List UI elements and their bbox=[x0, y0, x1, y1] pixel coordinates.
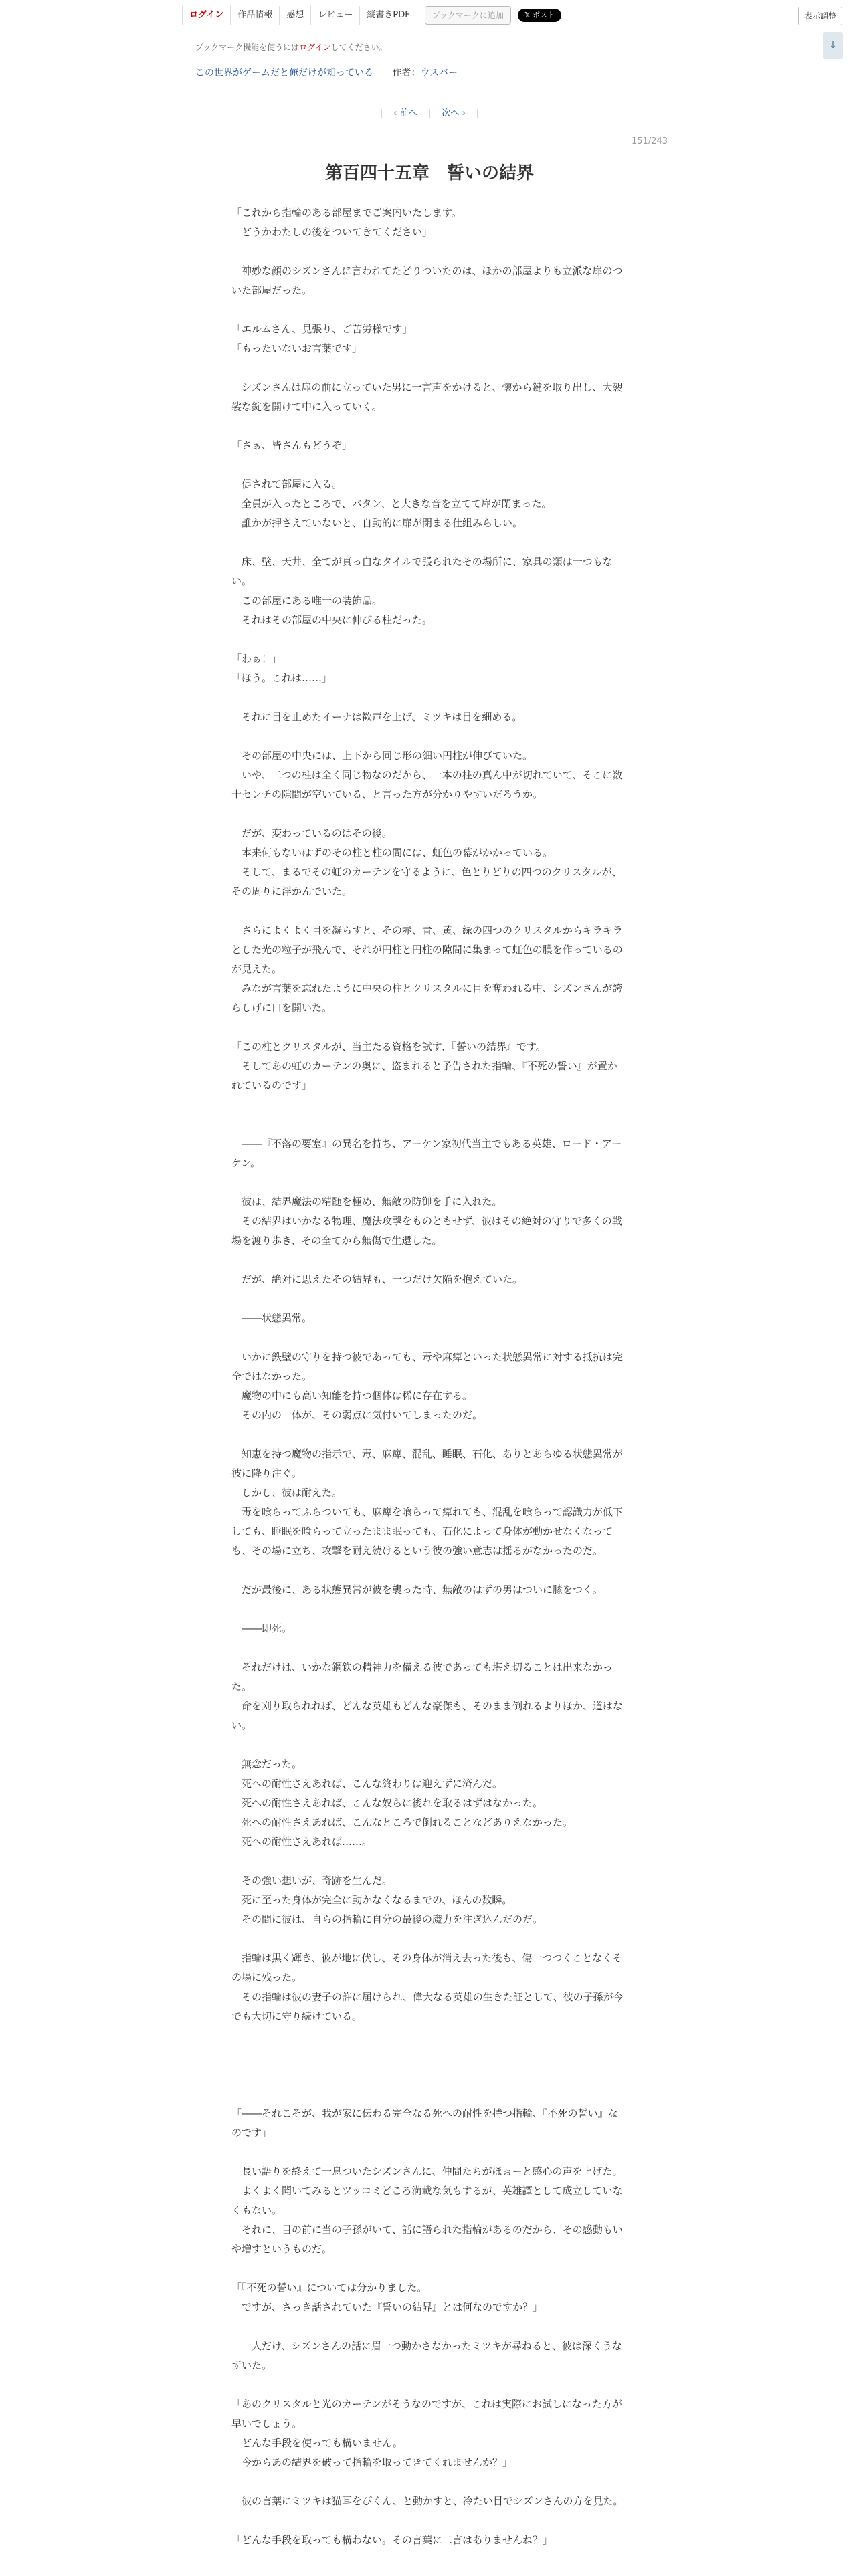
body-line bbox=[231, 1251, 626, 1270]
body-line bbox=[231, 242, 626, 261]
body-line bbox=[231, 1425, 626, 1444]
body-line: どんな手段を使っても構いません。 bbox=[231, 2437, 403, 2449]
top-navigation-bar bbox=[0, 0, 859, 31]
author-link[interactable]: ウスバー bbox=[420, 68, 458, 78]
bookmark-login-notice bbox=[195, 41, 387, 53]
body-line: 全員が入ったところで、バタン、と大きな音を立てて扉が閉まった。 bbox=[231, 498, 552, 510]
body-line: それに目を止めたイーナは歓声を上げ、ミツキは目を細める。 bbox=[231, 711, 522, 723]
body-line bbox=[231, 2259, 626, 2278]
body-line: 「あのクリスタルと光のカーテンがそうなのですが、これは実際にお試しになった方が早いでしょう。 bbox=[231, 2398, 622, 2430]
next-chapter-link[interactable]: 次へ › bbox=[442, 108, 466, 118]
body-line: 床、壁、天井、全てが真っ白なタイルで張られたその場所に、家具の類は一つもない。 bbox=[231, 556, 613, 587]
notice-text-before: ブックマーク機能を使うには bbox=[195, 43, 300, 52]
body-line bbox=[231, 1638, 626, 1658]
body-line bbox=[231, 901, 626, 921]
body-line: 「これから指輪のある部屋までご案内いたします。 bbox=[231, 207, 462, 219]
main-nav bbox=[182, 6, 561, 25]
body-line bbox=[231, 1600, 626, 1619]
body-line bbox=[231, 2046, 626, 2065]
body-line: 「ほう。これは……」 bbox=[231, 672, 332, 684]
body-line: だが最後に、ある状態異常が彼を襲った時、無敵のはずの男はついに膝をつく。 bbox=[231, 1584, 603, 1596]
body-line: その部屋の中央には、上下から同じ形の細い円柱が伸びていた。 bbox=[231, 750, 533, 762]
body-line: 「どんな手段を取っても構わない。その言葉に二言はありませんね？」 bbox=[231, 2534, 553, 2546]
chapter-body bbox=[231, 203, 626, 2550]
body-line: 無念だった。 bbox=[231, 1758, 302, 1770]
body-line bbox=[231, 1115, 626, 1134]
x-logo-icon: 𝕏 bbox=[524, 11, 533, 19]
body-line: 死への耐性さえあれば……。 bbox=[231, 1836, 373, 1848]
body-line bbox=[231, 2084, 626, 2104]
body-line: 神妙な顔のシズンさんに言われてたどりついたのは、ほかの部屋よりも立派な扉のついた部屋だった。 bbox=[231, 265, 623, 296]
body-line: ――『不落の要塞』の異名を持ち、アーケン家初代当主でもある英雄、ロード・アーケン。 bbox=[231, 1138, 622, 1169]
body-line bbox=[231, 630, 626, 649]
notice-text-after: してください。 bbox=[330, 43, 387, 52]
body-line: ですが、さっき話されていた『誓いの結界』とは何なのですか？」 bbox=[231, 2301, 543, 2313]
body-line bbox=[231, 688, 626, 708]
body-line bbox=[231, 1173, 626, 1192]
vertical-pdf-link[interactable]: 縦書きPDF bbox=[359, 6, 416, 25]
body-line: 「もったいないお言葉です」 bbox=[231, 342, 363, 354]
body-line: だが、変わっているのはその後。 bbox=[231, 827, 392, 839]
body-line bbox=[231, 358, 626, 378]
body-line: 指輪は黒く輝き、彼が地に伏し、その身体が消え去った後も、傷一つつくことなくその場に残った。 bbox=[231, 1952, 623, 1983]
body-line: しかし、彼は耐えた。 bbox=[231, 1487, 343, 1499]
body-line bbox=[231, 727, 626, 746]
body-line: 「この柱とクリスタルが、当主たる資格を試す、『誓いの結界』です。 bbox=[231, 1041, 546, 1053]
body-line bbox=[231, 1735, 626, 1755]
body-line: 「エルムさん、見張り、ご苦労様です」 bbox=[231, 323, 413, 335]
body-line: そしてあの虹のカーテンの奥に、盗まれると予告された指輪、『不死の誓い』が置かれているのです」 bbox=[231, 1060, 617, 1091]
body-line: 知恵を持つ魔物の指示で、毒、麻痺、混乱、睡眠、石化、ありとあらゆる状態異常が彼に降り注ぐ。 bbox=[231, 1448, 623, 1479]
chapter-count: 151/243 bbox=[632, 136, 668, 146]
add-bookmark-button[interactable]: ブックマークに追加 bbox=[425, 6, 511, 25]
body-line bbox=[231, 1095, 626, 1115]
body-line: 死への耐性さえあれば、こんな終わりは迎えずに済んだ。 bbox=[231, 1778, 503, 1790]
body-line: 今からあの結界を破って指輪を取ってきてくれませんか？」 bbox=[231, 2456, 513, 2468]
body-line bbox=[231, 300, 626, 320]
body-line: だが、絶対に思えたその結界も、一つだけ欠陥を抱えていた。 bbox=[231, 1273, 523, 1285]
feeling-link[interactable]: 感想 bbox=[279, 6, 310, 25]
body-line: この部屋にある唯一の装飾品。 bbox=[231, 595, 383, 607]
body-line: 「わぁ！」 bbox=[231, 653, 282, 665]
body-line: 死に至った身体が完全に動かなくなるまでの、ほんの数瞬。 bbox=[231, 1894, 512, 1906]
body-line bbox=[231, 2317, 626, 2337]
body-line: 彼の言葉にミツキは猫耳をぴくん、と動かすと、冷たい目でシズンさんの方を見た。 bbox=[231, 2495, 624, 2507]
body-line: 促されて部屋に入る。 bbox=[231, 478, 343, 490]
body-line: その指輪は彼の妻子の許に届けられ、偉大なる英雄の生きた証として、彼の子孫が今でも大切に守り続けている。 bbox=[231, 1991, 624, 2022]
body-line: シズンさんは扉の前に立っていた男に一言声をかけると、懐から鍵を取り出し、大袈裟な錠を開けて中に入っていく。 bbox=[231, 381, 623, 413]
body-line: ――状態異常。 bbox=[231, 1312, 312, 1324]
body-line: その内の一体が、その弱点に気付いてしまったのだ。 bbox=[231, 1409, 483, 1421]
body-line: 毒を喰らってふらついても、麻痺を喰らって痺れても、混乱を喰らって認識力が低下しても、睡眠を喰らって立ったまま眠っても、石化によって身体が動かせなくなっても、その場に立ち、攻撃を耐え続けるという彼の強い意志は揺るがなかったのだ。 bbox=[231, 1506, 623, 1557]
notice-login-link[interactable]: ログイン bbox=[299, 43, 331, 52]
body-line: どうかわたしの後をついてきてください」 bbox=[231, 226, 433, 238]
body-line bbox=[231, 1561, 626, 1580]
body-line bbox=[231, 533, 626, 552]
review-link[interactable]: レビュー bbox=[310, 6, 359, 25]
x-post-button[interactable] bbox=[518, 9, 561, 22]
scroll-down-icon[interactable]: ↓ bbox=[823, 32, 843, 59]
body-line: 本来何もないはずのその柱と柱の間には、虹色の幕がかかっている。 bbox=[231, 847, 553, 859]
body-line bbox=[231, 2026, 626, 2046]
body-line: よくよく聞いてみるとツッコミどころ満載な気もするが、英雄譚として成立していなくもない。 bbox=[231, 2185, 623, 2216]
body-line: 長い語りを終えて一息ついたシズンさんに、仲間たちがほぉーと感心の声を上げた。 bbox=[231, 2165, 623, 2177]
body-line: 命を刈り取られれば、どんな英雄もどんな豪傑も、そのまま倒れるよりほか、道はない。 bbox=[231, 1700, 624, 1731]
body-line bbox=[231, 2143, 626, 2162]
body-line: その結界はいかなる物理、魔法攻撃をものともせず、彼はその絶対の守りで多くの戦場を渡り歩き、その全てから無傷で生還した。 bbox=[231, 1215, 622, 1247]
body-line bbox=[231, 1018, 626, 1037]
body-line bbox=[231, 1289, 626, 1309]
body-line: 「――それこそが、我が家に伝わる完全なる死への耐性を持つ指輪、『不死の誓い』なのです」 bbox=[231, 2107, 618, 2139]
x-post-label: ポスト bbox=[533, 11, 555, 19]
body-line bbox=[231, 2065, 626, 2084]
work-info-link[interactable]: 作品情報 bbox=[230, 6, 279, 25]
body-line bbox=[231, 2472, 626, 2492]
chapter-title: 第百四十五章 誓いの結界 bbox=[324, 163, 534, 183]
body-line bbox=[231, 2375, 626, 2395]
body-line: 死への耐性さえあれば、こんなところで倒れることなどありえなかった。 bbox=[231, 1816, 573, 1828]
body-line: それに、目の前に当の子孫がいて、話に語られた指輪があるのだから、その感動もいや増すというものだ。 bbox=[231, 2224, 623, 2255]
body-line: ――即死。 bbox=[231, 1622, 292, 1634]
body-line: いや、二つの柱は全く同じ物なのだから、一本の柱の真ん中が切れていて、そこに数十センチの隙間が空いている、と言った方が分かりやすいだろうか。 bbox=[231, 769, 623, 800]
body-line bbox=[231, 2511, 626, 2531]
body-line: 誰かが押さえていないと、自動的に扉が閉まる仕組みらしい。 bbox=[231, 517, 523, 529]
body-line bbox=[231, 804, 626, 824]
pager-divider-mid: | bbox=[427, 108, 432, 118]
series-info bbox=[195, 66, 458, 79]
body-line bbox=[231, 1929, 626, 1949]
prev-chapter-link[interactable]: ‹ 前へ bbox=[393, 108, 417, 118]
body-line: その間に彼は、自らの指輪に自分の最後の魔力を注ぎ込んだのだ。 bbox=[231, 1913, 543, 1925]
body-line: それだけは、いかな鋼鉄の精神力を備える彼であっても堪え切ることは出来なかった。 bbox=[231, 1661, 613, 1693]
pager-divider-left: | bbox=[379, 108, 383, 118]
body-line bbox=[231, 1852, 626, 1871]
body-line bbox=[231, 417, 626, 436]
body-line: 一人だけ、シズンさんの話に眉一つ動かさなかったミツキが尋ねると、彼は深くうなずいた。 bbox=[231, 2340, 622, 2371]
login-link[interactable]: ログイン bbox=[182, 6, 230, 25]
body-line: その強い想いが、奇跡を生んだ。 bbox=[231, 1874, 393, 1887]
body-line: 死への耐性さえあれば、こんな奴らに後れを取るはずはなかった。 bbox=[231, 1797, 543, 1809]
body-line: そして、まるでその虹のカーテンを守るように、色とりどりの四つのクリスタルが、その周りに浮かんでいた。 bbox=[231, 866, 622, 897]
body-line: 魔物の中にも高い知能を持つ個体は稀に存在する。 bbox=[231, 1390, 473, 1402]
body-line: みなが言葉を忘れたように中央の柱とクリスタルに目を奪われる中、シズンさんが誇らしげに口を開いた。 bbox=[231, 982, 623, 1014]
pager-divider-right: | bbox=[476, 108, 480, 118]
body-line: 「さぁ、皆さんもどうぞ」 bbox=[231, 439, 353, 451]
body-line: 彼は、結界魔法の精髄を極め、無敵の防御を手に入れた。 bbox=[231, 1196, 502, 1208]
body-line bbox=[231, 455, 626, 475]
body-line bbox=[231, 1328, 626, 1348]
author-label: 作者： bbox=[392, 68, 421, 78]
body-line: いかに鉄壁の守りを持つ彼であっても、毒や麻痺といった状態異常に対する抵抗は完全ではなかった。 bbox=[231, 1351, 623, 1382]
display-settings-button[interactable]: 表示調整 bbox=[798, 7, 842, 25]
body-line: さらによくよく目を凝らすと、その赤、青、黄、緑の四つのクリスタルからキラキラとした光の粒子が飛んで、それが円柱と円柱の隙間に集まって虹色の膜を作っているのが見えた。 bbox=[231, 924, 623, 975]
body-line: それはその部屋の中央に伸びる柱だった。 bbox=[231, 614, 433, 626]
series-title-link[interactable]: この世界がゲームだと俺だけが知っている bbox=[195, 68, 373, 78]
chapter-pager bbox=[0, 106, 859, 118]
body-line: 「『不死の誓い』については分かりました。 bbox=[231, 2282, 427, 2294]
